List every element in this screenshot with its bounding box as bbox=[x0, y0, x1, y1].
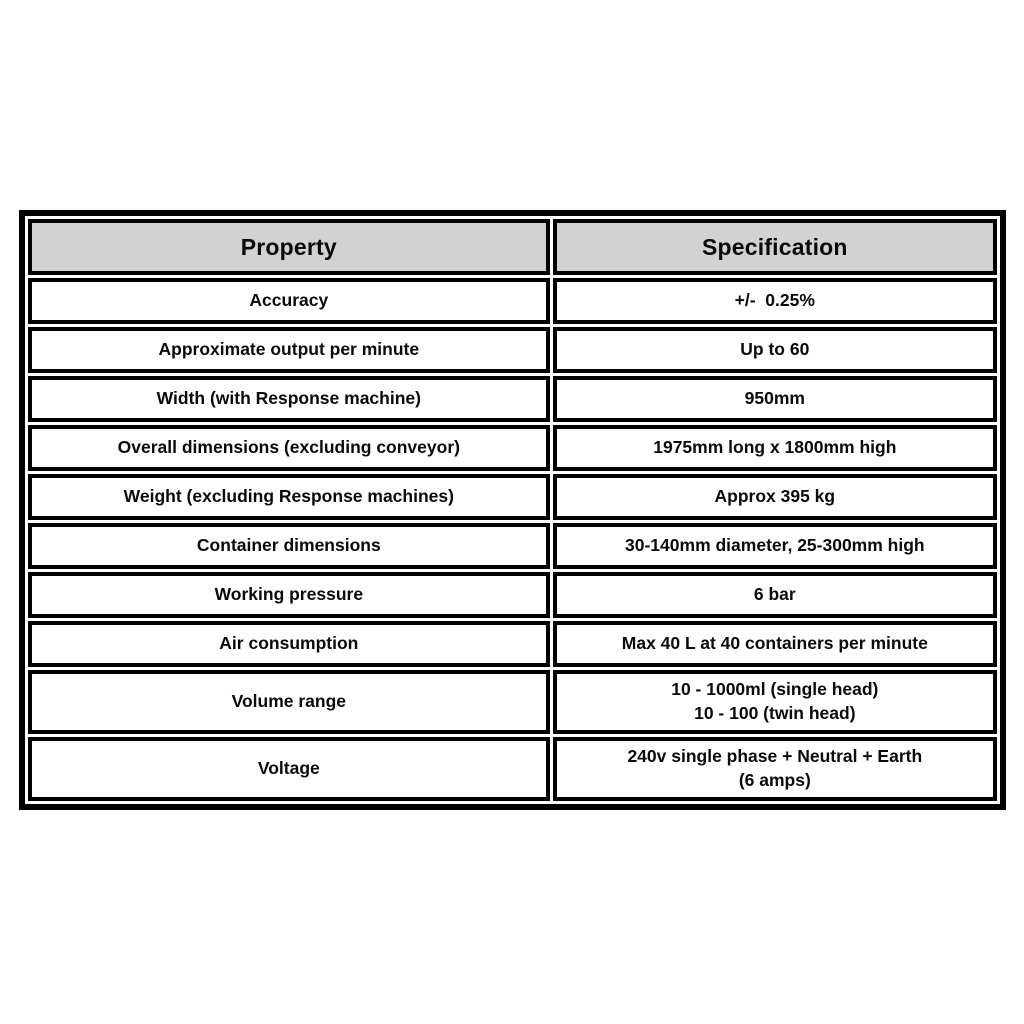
spec-cell bbox=[553, 278, 997, 324]
property-label: Width (with Response machine) bbox=[156, 388, 421, 409]
spec-value: 1975mm long x 1800mm high bbox=[653, 437, 897, 458]
spec-table bbox=[19, 210, 1006, 810]
table-row bbox=[28, 737, 997, 801]
property-label: Approximate output per minute bbox=[158, 339, 420, 360]
spec-cell bbox=[553, 523, 997, 569]
property-label: Container dimensions bbox=[196, 535, 381, 556]
table-row bbox=[28, 425, 997, 471]
property-label: Overall dimensions (excluding conveyor) bbox=[117, 437, 460, 458]
property-cell bbox=[28, 278, 550, 324]
spec-value-line-1: 10 - 1000ml (single head) bbox=[671, 679, 879, 700]
spec-cell bbox=[553, 376, 997, 422]
table-row bbox=[28, 572, 997, 618]
spec-value-line-1: 240v single phase + Neutral + Earth bbox=[627, 746, 923, 767]
table-row bbox=[28, 376, 997, 422]
spec-cell bbox=[553, 474, 997, 520]
table-row bbox=[28, 523, 997, 569]
property-label: Working pressure bbox=[214, 584, 364, 605]
table-row bbox=[28, 278, 997, 324]
spec-cell bbox=[553, 621, 997, 667]
property-label: Accuracy bbox=[249, 290, 329, 311]
spec-value-line-2: 10 - 100 (twin head) bbox=[694, 703, 856, 723]
spec-value: Up to 60 bbox=[740, 339, 810, 360]
spec-cell bbox=[553, 670, 997, 734]
header-row bbox=[28, 219, 997, 275]
spec-cell bbox=[553, 425, 997, 471]
spec-value: Approx 395 kg bbox=[714, 486, 836, 507]
property-cell bbox=[28, 621, 550, 667]
spec-cell bbox=[553, 327, 997, 373]
spec-value: 6 bar bbox=[753, 584, 796, 605]
property-cell bbox=[28, 572, 550, 618]
property-cell bbox=[28, 327, 550, 373]
property-label: Weight (excluding Response machines) bbox=[123, 486, 454, 507]
spec-value: 950mm bbox=[744, 388, 805, 409]
spec-cell bbox=[553, 737, 997, 801]
table-row bbox=[28, 621, 997, 667]
property-cell bbox=[28, 523, 550, 569]
column-header-property: Property bbox=[28, 219, 550, 275]
property-cell bbox=[28, 376, 550, 422]
table-row bbox=[28, 327, 997, 373]
column-header-specification: Specification bbox=[553, 219, 997, 275]
property-label: Air consumption bbox=[219, 633, 359, 654]
property-cell bbox=[28, 425, 550, 471]
spec-cell bbox=[553, 572, 997, 618]
spec-value: +/- 0.25% bbox=[734, 290, 815, 311]
spec-value: Max 40 L at 40 containers per minute bbox=[621, 633, 928, 654]
table-row bbox=[28, 670, 997, 734]
property-cell bbox=[28, 474, 550, 520]
property-label: Voltage bbox=[257, 758, 320, 779]
table-row bbox=[28, 474, 997, 520]
spec-value-line-2: (6 amps) bbox=[738, 770, 811, 790]
property-label: Volume range bbox=[231, 691, 347, 712]
spec-value: 30-140mm diameter, 25-300mm high bbox=[625, 535, 925, 556]
property-cell bbox=[28, 737, 550, 801]
property-cell bbox=[28, 670, 550, 734]
